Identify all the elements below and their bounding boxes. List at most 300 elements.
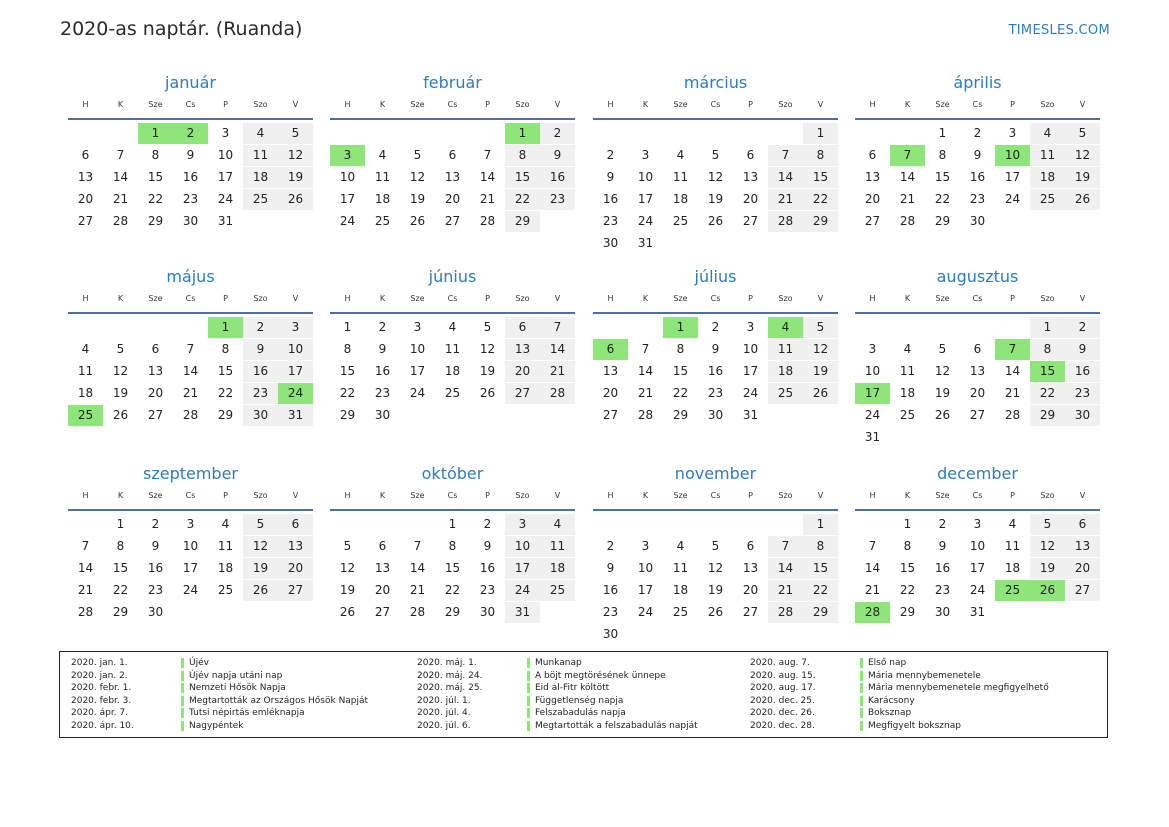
day-cell[interactable]: 28 [768,602,803,623]
day-cell[interactable]: 30 [602,236,619,250]
day-cell[interactable]: 18 [540,558,575,579]
day-cell[interactable]: 18 [217,561,234,575]
day-cell[interactable]: 3 [505,514,540,535]
day-cell[interactable]: 27 [444,214,461,228]
day-cell[interactable]: 2 [378,320,387,334]
day-cell[interactable]: 5 [711,148,720,162]
day-cell[interactable]: 19 [479,364,496,378]
day-cell[interactable]: 29 [899,605,916,619]
day-cell[interactable]: 26 [707,605,724,619]
day-cell[interactable]: 2 [1065,317,1100,338]
day-cell[interactable]: 2 [173,123,208,144]
day-cell[interactable]: 10 [409,342,426,356]
day-cell[interactable]: 27 [969,408,986,422]
day-cell[interactable]: 26 [278,189,313,210]
day-cell[interactable]: 14 [112,170,129,184]
day-cell[interactable]: 14 [1004,364,1021,378]
day-cell[interactable]: 9 [938,539,947,553]
day-cell[interactable]: 7 [641,342,650,356]
day-cell[interactable]: 14 [540,339,575,360]
day-cell[interactable]: 16 [374,364,391,378]
day-cell[interactable]: 13 [864,170,881,184]
day-cell[interactable]: 3 [641,539,650,553]
day-cell[interactable]: 17 [637,583,654,597]
day-cell[interactable]: 19 [707,192,724,206]
day-cell[interactable]: 27 [505,383,540,404]
day-cell[interactable]: 25 [243,189,278,210]
day-cell[interactable]: 24 [969,583,986,597]
day-cell[interactable]: 29 [803,602,838,623]
day-cell[interactable]: 20 [444,192,461,206]
day-cell[interactable]: 16 [1065,361,1100,382]
day-cell[interactable]: 31 [278,405,313,426]
day-cell[interactable]: 23 [602,214,619,228]
day-cell[interactable]: 29 [112,605,129,619]
day-cell[interactable]: 27 [374,605,391,619]
day-cell[interactable]: 23 [147,583,164,597]
day-cell[interactable]: 24 [182,583,199,597]
day-cell[interactable]: 12 [1065,145,1100,166]
day-cell[interactable]: 27 [602,408,619,422]
day-cell[interactable]: 22 [444,583,461,597]
day-cell[interactable]: 20 [77,192,94,206]
day-cell[interactable]: 24 [637,605,654,619]
day-cell[interactable]: 9 [186,148,195,162]
day-cell[interactable]: 16 [147,561,164,575]
day-cell[interactable]: 12 [339,561,356,575]
day-cell[interactable]: 7 [995,339,1030,360]
day-cell[interactable]: 15 [112,561,129,575]
day-cell[interactable]: 10 [864,364,881,378]
day-cell[interactable]: 21 [112,192,129,206]
day-cell[interactable]: 13 [742,170,759,184]
day-cell[interactable]: 23 [969,192,986,206]
day-cell[interactable]: 13 [374,561,391,575]
day-cell[interactable]: 14 [899,170,916,184]
day-cell[interactable]: 21 [637,386,654,400]
day-cell[interactable]: 17 [855,383,890,404]
day-cell[interactable]: 22 [217,386,234,400]
day-cell[interactable]: 25 [374,214,391,228]
day-cell[interactable]: 13 [77,170,94,184]
day-cell[interactable]: 14 [479,170,496,184]
day-cell[interactable]: 28 [637,408,654,422]
day-cell[interactable]: 23 [540,189,575,210]
day-cell[interactable]: 14 [182,364,199,378]
day-cell[interactable]: 8 [803,536,838,557]
day-cell[interactable]: 5 [413,148,422,162]
day-cell[interactable]: 29 [672,408,689,422]
day-cell[interactable]: 15 [444,561,461,575]
day-cell[interactable]: 19 [243,558,278,579]
day-cell[interactable]: 7 [186,342,195,356]
day-cell[interactable]: 31 [505,602,540,623]
day-cell[interactable]: 31 [742,408,759,422]
day-cell[interactable]: 29 [444,605,461,619]
day-cell[interactable]: 4 [243,123,278,144]
day-cell[interactable]: 21 [540,361,575,382]
day-cell[interactable]: 6 [448,148,457,162]
day-cell[interactable]: 9 [540,145,575,166]
day-cell[interactable]: 13 [278,536,313,557]
day-cell[interactable]: 9 [151,539,160,553]
day-cell[interactable]: 25 [768,383,803,404]
day-cell[interactable]: 3 [641,148,650,162]
day-cell[interactable]: 4 [1008,517,1017,531]
day-cell[interactable]: 3 [413,320,422,334]
day-cell[interactable]: 29 [339,408,356,422]
day-cell[interactable]: 24 [278,383,313,404]
day-cell[interactable]: 29 [147,214,164,228]
day-cell[interactable]: 28 [479,214,496,228]
day-cell[interactable]: 17 [409,364,426,378]
day-cell[interactable]: 20 [742,192,759,206]
day-cell[interactable]: 23 [707,386,724,400]
day-cell[interactable]: 24 [637,214,654,228]
day-cell[interactable]: 7 [116,148,125,162]
day-cell[interactable]: 9 [1065,339,1100,360]
day-cell[interactable]: 8 [343,342,352,356]
day-cell[interactable]: 11 [1004,539,1021,553]
day-cell[interactable]: 7 [768,536,803,557]
day-cell[interactable]: 8 [221,342,230,356]
day-cell[interactable]: 27 [1065,580,1100,601]
day-cell[interactable]: 12 [1030,536,1065,557]
day-cell[interactable]: 20 [602,386,619,400]
day-cell[interactable]: 18 [899,386,916,400]
day-cell[interactable]: 24 [864,408,881,422]
day-cell[interactable]: 21 [768,189,803,210]
day-cell[interactable]: 26 [479,386,496,400]
day-cell[interactable]: 8 [676,342,685,356]
day-cell[interactable]: 13 [147,364,164,378]
day-cell[interactable]: 1 [448,517,457,531]
day-cell[interactable]: 5 [483,320,492,334]
day-cell[interactable]: 24 [505,580,540,601]
day-cell[interactable]: 9 [243,339,278,360]
day-cell[interactable]: 10 [637,170,654,184]
day-cell[interactable]: 6 [278,514,313,535]
day-cell[interactable]: 21 [768,580,803,601]
day-cell[interactable]: 23 [934,583,951,597]
day-cell[interactable]: 31 [217,214,234,228]
day-cell[interactable]: 20 [742,583,759,597]
day-cell[interactable]: 22 [339,386,356,400]
day-cell[interactable]: 17 [217,170,234,184]
day-cell[interactable]: 30 [479,605,496,619]
day-cell[interactable]: 3 [221,126,230,140]
day-cell[interactable]: 2 [938,517,947,531]
day-cell[interactable]: 14 [768,558,803,579]
day-cell[interactable]: 12 [479,342,496,356]
day-cell[interactable]: 20 [147,386,164,400]
day-cell[interactable]: 25 [217,583,234,597]
day-cell[interactable]: 26 [934,408,951,422]
day-cell[interactable]: 3 [1008,126,1017,140]
day-cell[interactable]: 29 [934,214,951,228]
day-cell[interactable]: 5 [278,123,313,144]
day-cell[interactable]: 11 [374,170,391,184]
day-cell[interactable]: 22 [505,189,540,210]
day-cell[interactable]: 3 [746,320,755,334]
day-cell[interactable]: 8 [505,145,540,166]
day-cell[interactable]: 2 [606,148,615,162]
day-cell[interactable]: 21 [1004,386,1021,400]
day-cell[interactable]: 8 [151,148,160,162]
day-cell[interactable]: 2 [973,126,982,140]
day-cell[interactable]: 11 [77,364,94,378]
day-cell[interactable]: 4 [540,514,575,535]
day-cell[interactable]: 18 [672,583,689,597]
day-cell[interactable]: 4 [903,342,912,356]
day-cell[interactable]: 16 [479,561,496,575]
day-cell[interactable]: 16 [182,170,199,184]
day-cell[interactable]: 25 [672,214,689,228]
day-cell[interactable]: 30 [243,405,278,426]
day-cell[interactable]: 4 [1030,123,1065,144]
day-cell[interactable]: 18 [1030,167,1065,188]
day-cell[interactable]: 23 [479,583,496,597]
day-cell[interactable]: 25 [995,580,1030,601]
day-cell[interactable]: 1 [803,514,838,535]
day-cell[interactable]: 11 [672,170,689,184]
day-cell[interactable]: 7 [483,148,492,162]
day-cell[interactable]: 1 [1030,317,1065,338]
day-cell[interactable]: 12 [707,170,724,184]
day-cell[interactable]: 19 [934,386,951,400]
day-cell[interactable]: 18 [1004,561,1021,575]
day-cell[interactable]: 12 [803,339,838,360]
day-cell[interactable]: 16 [243,361,278,382]
day-cell[interactable]: 19 [409,192,426,206]
day-cell[interactable]: 12 [112,364,129,378]
day-cell[interactable]: 21 [77,583,94,597]
day-cell[interactable]: 5 [938,342,947,356]
day-cell[interactable]: 7 [413,539,422,553]
day-cell[interactable]: 15 [1030,361,1065,382]
day-cell[interactable]: 21 [409,583,426,597]
day-cell[interactable]: 1 [938,126,947,140]
day-cell[interactable]: 6 [593,339,628,360]
day-cell[interactable]: 18 [768,361,803,382]
day-cell[interactable]: 6 [973,342,982,356]
day-cell[interactable]: 16 [540,167,575,188]
day-cell[interactable]: 10 [637,561,654,575]
day-cell[interactable]: 16 [969,170,986,184]
day-cell[interactable]: 29 [803,211,838,232]
day-cell[interactable]: 1 [116,517,125,531]
day-cell[interactable]: 31 [969,605,986,619]
day-cell[interactable]: 6 [868,148,877,162]
day-cell[interactable]: 15 [339,364,356,378]
day-cell[interactable]: 11 [768,339,803,360]
day-cell[interactable]: 11 [672,561,689,575]
day-cell[interactable]: 13 [1065,536,1100,557]
day-cell[interactable]: 6 [746,539,755,553]
day-cell[interactable]: 24 [409,386,426,400]
day-cell[interactable]: 6 [505,317,540,338]
day-cell[interactable]: 22 [934,192,951,206]
day-cell[interactable]: 3 [278,317,313,338]
day-cell[interactable]: 8 [448,539,457,553]
day-cell[interactable]: 5 [1065,123,1100,144]
day-cell[interactable]: 19 [1065,167,1100,188]
day-cell[interactable]: 21 [899,192,916,206]
day-cell[interactable]: 23 [243,383,278,404]
day-cell[interactable]: 30 [1065,405,1100,426]
day-cell[interactable]: 8 [803,145,838,166]
day-cell[interactable]: 9 [378,342,387,356]
day-cell[interactable]: 19 [803,361,838,382]
day-cell[interactable]: 25 [672,605,689,619]
day-cell[interactable]: 5 [116,342,125,356]
day-cell[interactable]: 20 [278,558,313,579]
day-cell[interactable]: 18 [672,192,689,206]
day-cell[interactable]: 1 [803,123,838,144]
day-cell[interactable]: 26 [1065,189,1100,210]
day-cell[interactable]: 26 [339,605,356,619]
day-cell[interactable]: 27 [864,214,881,228]
day-cell[interactable]: 10 [995,145,1030,166]
day-cell[interactable]: 15 [505,167,540,188]
day-cell[interactable]: 18 [243,167,278,188]
day-cell[interactable]: 17 [1004,170,1021,184]
day-cell[interactable]: 19 [278,167,313,188]
day-cell[interactable]: 22 [899,583,916,597]
day-cell[interactable]: 3 [973,517,982,531]
day-cell[interactable]: 30 [602,627,619,641]
day-cell[interactable]: 24 [339,214,356,228]
day-cell[interactable]: 19 [112,386,129,400]
day-cell[interactable]: 18 [77,386,94,400]
day-cell[interactable]: 4 [448,320,457,334]
day-cell[interactable]: 17 [637,192,654,206]
day-cell[interactable]: 10 [217,148,234,162]
day-cell[interactable]: 6 [1065,514,1100,535]
day-cell[interactable]: 11 [1030,145,1065,166]
day-cell[interactable]: 28 [182,408,199,422]
day-cell[interactable]: 22 [112,583,129,597]
day-cell[interactable]: 15 [899,561,916,575]
day-cell[interactable]: 24 [1004,192,1021,206]
day-cell[interactable]: 5 [803,317,838,338]
day-cell[interactable]: 5 [343,539,352,553]
day-cell[interactable]: 8 [903,539,912,553]
day-cell[interactable]: 17 [339,192,356,206]
day-cell[interactable]: 12 [409,170,426,184]
day-cell[interactable]: 4 [221,517,230,531]
day-cell[interactable]: 25 [899,408,916,422]
day-cell[interactable]: 30 [182,214,199,228]
day-cell[interactable]: 9 [483,539,492,553]
day-cell[interactable]: 3 [186,517,195,531]
day-cell[interactable]: 27 [147,408,164,422]
day-cell[interactable]: 31 [864,430,881,444]
day-cell[interactable]: 7 [768,145,803,166]
day-cell[interactable]: 2 [711,320,720,334]
day-cell[interactable]: 22 [803,189,838,210]
day-cell[interactable]: 5 [1030,514,1065,535]
day-cell[interactable]: 13 [602,364,619,378]
day-cell[interactable]: 11 [217,539,234,553]
day-cell[interactable]: 3 [330,145,365,166]
day-cell[interactable]: 25 [444,386,461,400]
day-cell[interactable]: 4 [81,342,90,356]
day-cell[interactable]: 7 [81,539,90,553]
day-cell[interactable]: 4 [378,148,387,162]
day-cell[interactable]: 11 [444,342,461,356]
day-cell[interactable]: 13 [969,364,986,378]
day-cell[interactable]: 10 [969,539,986,553]
day-cell[interactable]: 11 [243,145,278,166]
day-cell[interactable]: 27 [278,580,313,601]
day-cell[interactable]: 16 [602,192,619,206]
day-cell[interactable]: 9 [606,170,615,184]
brand-link[interactable]: TIMESLES.COM [1008,23,1110,38]
day-cell[interactable]: 9 [606,561,615,575]
day-cell[interactable]: 21 [864,583,881,597]
day-cell[interactable]: 8 [116,539,125,553]
day-cell[interactable]: 19 [1030,558,1065,579]
day-cell[interactable]: 11 [540,536,575,557]
day-cell[interactable]: 10 [339,170,356,184]
day-cell[interactable]: 10 [505,536,540,557]
day-cell[interactable]: 28 [540,383,575,404]
day-cell[interactable]: 4 [676,539,685,553]
day-cell[interactable]: 8 [1030,339,1065,360]
day-cell[interactable]: 23 [602,605,619,619]
day-cell[interactable]: 25 [1030,189,1065,210]
day-cell[interactable]: 17 [182,561,199,575]
day-cell[interactable]: 30 [147,605,164,619]
day-cell[interactable]: 30 [374,408,391,422]
day-cell[interactable]: 13 [505,339,540,360]
day-cell[interactable]: 28 [409,605,426,619]
day-cell[interactable]: 15 [934,170,951,184]
day-cell[interactable]: 11 [899,364,916,378]
day-cell[interactable]: 15 [803,558,838,579]
day-cell[interactable]: 4 [768,317,803,338]
day-cell[interactable]: 20 [864,192,881,206]
day-cell[interactable]: 28 [899,214,916,228]
day-cell[interactable]: 30 [934,605,951,619]
day-cell[interactable]: 29 [505,211,540,232]
day-cell[interactable]: 17 [505,558,540,579]
day-cell[interactable]: 25 [68,405,103,426]
day-cell[interactable]: 25 [540,580,575,601]
day-cell[interactable]: 17 [278,361,313,382]
day-cell[interactable]: 26 [243,580,278,601]
day-cell[interactable]: 1 [343,320,352,334]
day-cell[interactable]: 24 [742,386,759,400]
day-cell[interactable]: 5 [711,539,720,553]
day-cell[interactable]: 1 [903,517,912,531]
day-cell[interactable]: 31 [637,236,654,250]
day-cell[interactable]: 7 [540,317,575,338]
day-cell[interactable]: 10 [182,539,199,553]
day-cell[interactable]: 6 [81,148,90,162]
day-cell[interactable]: 15 [147,170,164,184]
day-cell[interactable]: 20 [969,386,986,400]
day-cell[interactable]: 24 [217,192,234,206]
day-cell[interactable]: 26 [1030,580,1065,601]
day-cell[interactable]: 21 [479,192,496,206]
day-cell[interactable]: 12 [278,145,313,166]
day-cell[interactable]: 16 [707,364,724,378]
day-cell[interactable]: 6 [746,148,755,162]
day-cell[interactable]: 6 [151,342,160,356]
day-cell[interactable]: 28 [1004,408,1021,422]
